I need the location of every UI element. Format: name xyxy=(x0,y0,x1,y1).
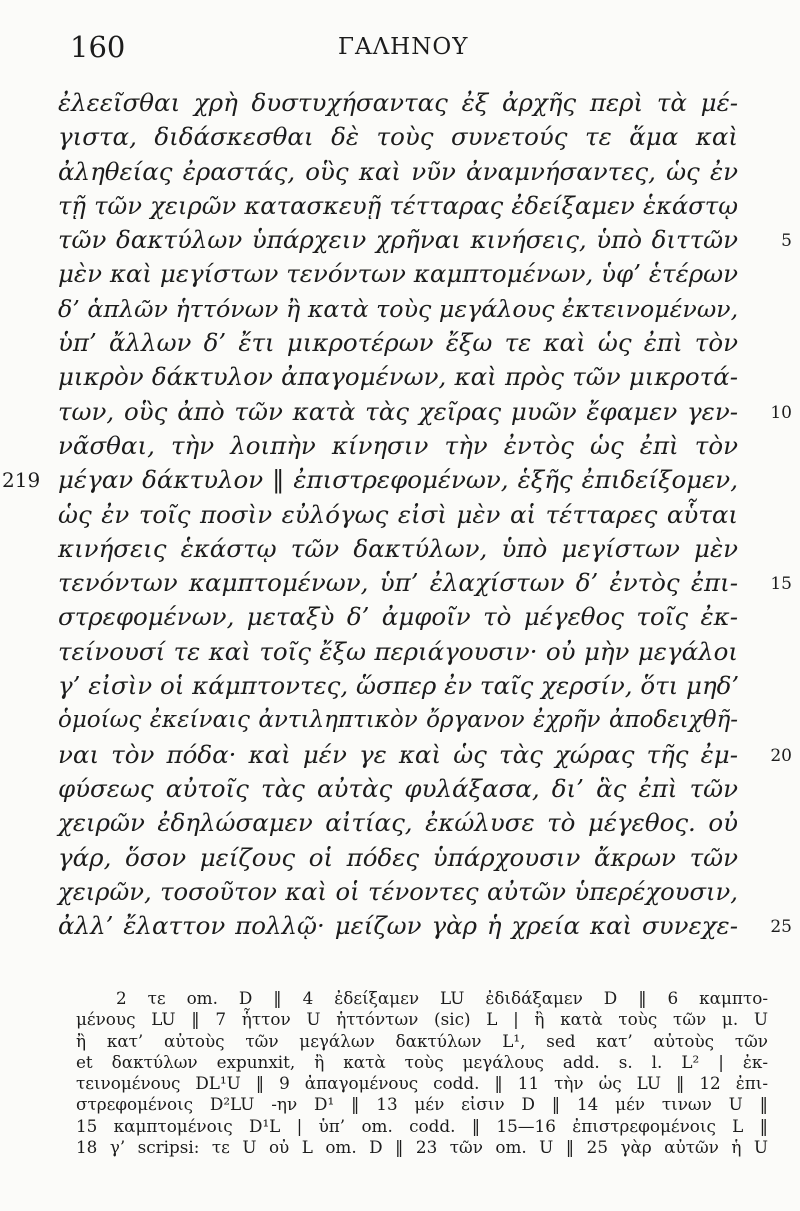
text-line-content: ὑπ’ ἄλλων δ’ ἔτι μικροτέρων ἔξω τε καὶ ὡς ἐπὶ τὸν xyxy=(58,328,738,358)
text-line xyxy=(58,875,800,909)
page-number: 160 xyxy=(70,30,126,64)
text-line-content: στρεφομένων, μεταξὺ δ’ ἀμφοῖν τὸ μέγεθος τοῖς ἐκ- xyxy=(58,602,738,632)
text-line-content: ναι τὸν πόδα· καὶ μέν γε καὶ ὡς τὰς χώρας τῆς ἐμ- xyxy=(58,739,738,769)
line-number: 25 xyxy=(770,917,792,938)
apparatus-line: 18 γ’ scripsi: τε U οὐ L om. D ‖ 23 τῶν om. U ‖ 25 γὰρ αὐτῶν ἡ U xyxy=(76,1137,768,1158)
text-line-content: χειρῶν, τοσοῦτον καὶ οἱ τένοντες αὐτῶν ὑπερέχουσιν, xyxy=(58,876,738,906)
text-line-content: νᾶσθαι, τὴν λοιπὴν κίνησιν τὴν ἐντὸς ὡς ἐπὶ τὸν xyxy=(58,430,738,460)
line-number: 15 xyxy=(770,574,792,595)
text-line-content: γάρ, ὅσον μείζους οἱ πόδες ὑπάρχουσιν ἄκρων τῶν xyxy=(58,842,738,872)
apparatus-line: ἢ κατ’ αὐτοὺς τῶν μεγάλων δακτύλων L¹, sed κατ’ αὐτοὺς τῶν xyxy=(76,1030,768,1051)
apparatus-line: τεινομένους DL¹U ‖ 9 ἀπαγομένους codd. ‖ 11 τὴν ὡς LU ‖ 12 ἐπι- xyxy=(76,1073,768,1094)
text-line xyxy=(58,155,800,189)
text-line-content: ἀληθείας ἐραστάς, οὓς καὶ νῦν ἀναμνήσαντες, ὡς ἐν xyxy=(58,156,738,186)
text-line-content: τῶν δακτύλων ὑπάρχειν χρῆναι κινήσεις, ὑπὸ διττῶν xyxy=(58,225,738,255)
page-header xyxy=(70,30,790,70)
text-line-content: χειρῶν ἐδηλώσαμεν αἰτίας, ἐκώλυσε τὸ μέγεθος. οὐ xyxy=(58,808,738,838)
text-line-content: τείνουσί τε καὶ τοῖς ἔξω περιάγουσιν· οὐ μὴν μεγάλοι xyxy=(58,636,738,666)
text-line-content: τῇ τῶν χειρῶν κατασκευῇ τέτταρας ἐδείξαμεν ἑκάστῳ xyxy=(58,190,738,220)
apparatus-line: στρεφομένοις D²LU -ην D¹ ‖ 13 μέν εἰσιν D ‖ 14 μέν τινων U ‖ xyxy=(76,1094,768,1115)
text-line xyxy=(58,669,800,703)
text-line-content: ἐλεεῖσθαι χρὴ δυστυχήσαντας ἐξ ἀρχῆς περὶ τὰ μέ- xyxy=(58,88,738,117)
line-number: 5 xyxy=(781,231,792,252)
text-line xyxy=(58,532,800,566)
text-line-content: τενόντων καμπτομένων, ὑπ’ ἐλαχίστων δ’ ἐντὸς ἐπι- xyxy=(58,568,738,598)
text-line xyxy=(58,566,800,600)
text-line-content: κινήσεις ἑκάστῳ τῶν δακτύλων, ὑπὸ μεγίστων μὲν xyxy=(58,533,738,563)
critical-apparatus xyxy=(76,988,768,1158)
running-title: ΓΑΛΗΝΟΥ xyxy=(338,34,469,60)
text-line-content: ἀλλ’ ἔλαττον πολλῷ· μείζων γὰρ ἡ χρεία καὶ συνεχε- xyxy=(58,911,738,941)
text-line xyxy=(58,738,800,772)
text-line-content: μικρὸν δάκτυλον ἀπαγομένων, καὶ πρὸς τῶν μικροτά- xyxy=(58,362,738,392)
text-line-content: ὁμοίως ἐκείναις ἀντιληπτικὸν ὄργανον ἐχρῆν ἀποδειχθῆ- xyxy=(58,707,738,734)
text-line xyxy=(58,841,800,875)
text-line xyxy=(58,326,800,360)
text-line xyxy=(58,806,800,840)
apparatus-line: μένους LU ‖ 7 ἧττον U ἡττόντων (sic) L | ἢ κατὰ τοὺς τῶν μ. U xyxy=(76,1009,768,1030)
text-line xyxy=(58,257,800,291)
text-line xyxy=(58,772,800,806)
text-line-content: γ’ εἰσὶν οἱ κάμπτοντες, ὥσπερ ἐν ταῖς χερσίν, ὅτι μηδ’ xyxy=(58,671,740,701)
text-line xyxy=(58,703,800,737)
text-line xyxy=(58,120,800,154)
text-line xyxy=(58,600,800,634)
text-line-content: των, οὓς ἀπὸ τῶν κατὰ τὰς χεῖρας μυῶν ἔφαμεν γεν- xyxy=(58,396,738,426)
text-line-content: δ’ ἁπλῶν ἡττόνων ἢ κατὰ τοὺς μεγάλους ἐκτεινομένων, xyxy=(58,294,739,323)
text-line xyxy=(58,498,800,532)
text-line xyxy=(58,909,800,943)
text-line-content: μὲν καὶ μεγίστων τενόντων καμπτομένων, ὑφ’ ἑτέρων xyxy=(58,259,738,289)
text-line xyxy=(58,635,800,669)
text-line xyxy=(58,223,800,257)
apparatus-line: 2 τε om. D ‖ 4 ἐδείξαμεν LU ἐδιδάξαμεν D ‖ 6 καμπτο- xyxy=(116,988,768,1008)
line-number: 10 xyxy=(770,402,792,423)
text-line-content: ὡς ἐν τοῖς ποσὶν εὐλόγως εἰσὶ μὲν αἱ τέτταρες αὗται xyxy=(58,499,738,529)
margin-reference-number: 219 xyxy=(2,468,41,493)
text-line xyxy=(58,189,800,223)
text-line xyxy=(58,395,800,429)
apparatus-line: 15 καμπτομένοις D¹L | ὑπ’ om. codd. ‖ 15—16 ἐπιστρεφομένοις L ‖ xyxy=(76,1115,768,1136)
text-line-content: μέγαν δάκτυλον ‖ ἐπιστρεφομένων, ἑξῆς ἐπιδείξομεν, xyxy=(58,465,738,495)
text-line-content: γιστα, διδάσκεσθαι δὲ τοὺς συνετούς τε ἅμα καὶ xyxy=(58,122,738,152)
text-line xyxy=(58,429,800,463)
text-line xyxy=(58,292,800,326)
line-number: 20 xyxy=(770,745,792,766)
apparatus-line: et δακτύλων expunxit, ἢ κατὰ τοὺς μεγάλους add. s. l. L² | ἐκ- xyxy=(76,1051,768,1072)
text-line-content: φύσεως αὐτοῖς τὰς αὐτὰς φυλάξασα, δι’ ἃς ἐπὶ τῶν xyxy=(58,773,738,803)
text-line xyxy=(58,360,800,394)
text-line xyxy=(2,463,800,497)
text-line xyxy=(58,86,800,120)
main-text xyxy=(2,86,800,943)
